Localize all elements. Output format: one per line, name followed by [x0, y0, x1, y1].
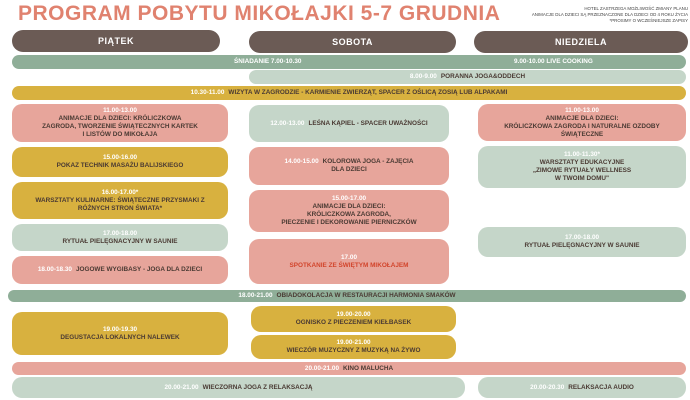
day-header-saturday: SOBOTA	[249, 31, 456, 53]
saturday-music-evening	[251, 335, 456, 359]
event-label: WIECZORNA JOGA Z RELAKSACJĄ	[202, 383, 313, 391]
event-label: WIECZÓR MUZYCZNY Z MUZYKĄ NA ŻYWO	[286, 347, 421, 354]
saturday-forest-bath	[249, 105, 449, 142]
event-time: 18.00-21.00	[238, 292, 273, 299]
event-line: ANIMACJE DLA DZIECI:	[545, 114, 619, 122]
event-label: DEGUSTACJA LOKALNYCH NALEWEK	[60, 333, 180, 341]
breakfast-bar	[12, 55, 686, 69]
friday-liqueur-tasting	[12, 312, 228, 355]
morning-yoga-bar	[249, 70, 686, 84]
event-line: KRÓLICZKOWA ZAGRODA I NATURALNE OZDOBY	[504, 122, 660, 130]
event-time: 17.00	[341, 253, 357, 261]
event-line: KOLOROWA JOGA - ZAJĘCIA	[322, 158, 414, 165]
event-time: 8.00-9.00	[409, 73, 437, 80]
event-label: POKAZ TECHNIK MASAŻU BALIJSKIEGO	[56, 162, 184, 169]
event-line: KRÓLICZKOWA ZAGRODA,	[307, 211, 391, 218]
event-label: JOGOWE WYGIBASY - JOGA DLA DZIECI	[75, 266, 203, 273]
friday-massage-show	[12, 147, 228, 177]
friday-sauna-ritual	[12, 224, 228, 251]
friday-kids-animation	[12, 104, 228, 142]
event-label: WIZYTA W ZAGRODZIE - KARMIENIE ZWIERZĄT, SPACER Z OŚLICĄ ZOSIĄ LUB ALPAKAMI	[228, 89, 508, 96]
friday-cooking-workshop	[12, 182, 228, 219]
audio-relaxation-bar	[478, 377, 686, 398]
saturday-bonfire	[251, 306, 456, 332]
event-time: 11.00-13.00	[103, 107, 137, 114]
event-time: 19.00-21.00	[336, 339, 371, 346]
dinner-bar	[8, 290, 686, 302]
event-line: WARSZTATY KULINARNE: ŚWIĄTECZNE PRZYSMAKI Z	[35, 196, 205, 204]
event-time: 15.00-17.00	[331, 195, 367, 202]
event-line: ŚWIĄTECZNE	[560, 130, 604, 138]
event-time: 20.00-21.00	[304, 364, 340, 372]
sunday-wellness-workshop	[478, 146, 686, 188]
event-label: PORANNA JOGA&ODDECH	[440, 73, 526, 80]
event-label: OBIADOKOLACJA W RESTAURACJI HARMONIA SMAKÓW	[276, 292, 456, 299]
event-label: SPOTKANIE ZE ŚWIĘTYM MIKOŁAJEM	[289, 261, 409, 269]
event-label: RYTUAŁ PIELĘGNACYJNY W SAUNIE	[524, 242, 640, 249]
day-header-sunday: NIEDZIELA	[474, 31, 688, 53]
note-line: ANIMACJE DLA DZIECI SĄ PRZEZNACZONE DLA DZIECI OD 4 ROKU ŻYCIA	[531, 12, 688, 17]
event-label: KINO MALUCHA	[343, 364, 394, 372]
saturday-santa-meeting	[249, 239, 449, 284]
farm-visit-bar	[12, 86, 686, 100]
event-time: 11.00-13.00	[565, 106, 599, 114]
event-line: RÓŻNYCH STRON ŚWIATA*	[77, 204, 163, 212]
event-label: RYTUAŁ PIELĘGNACYJNY W SAUNIE	[62, 237, 178, 245]
note-line: *PROSIMY O WCZEŚNIEJSZE ZAPISY	[609, 18, 688, 23]
breakfast-time: ŚNIADANIE 7.00-10.30	[234, 58, 302, 65]
event-line: ZAGRODA, TWORZENIE ŚWIĄTECZNYCH KARTEK	[42, 123, 198, 130]
event-line: WARSZTATY EDUKACYJNE	[539, 159, 625, 166]
event-time: 17.00-18.00	[102, 229, 138, 237]
event-line: PIECZENIE I DEKOROWANIE PIERNICZKÓW	[281, 219, 417, 226]
header-notes	[488, 6, 688, 24]
note-line: HOTEL ZASTRZEGA MOŻLIWOŚĆ ZMIANY PLANU	[584, 6, 688, 11]
sunday-sauna-ritual	[478, 227, 686, 257]
event-time: 20.00-21.00	[164, 383, 199, 391]
page-title: PROGRAM POBYTU MIKOŁAJKI 5-7 GRUDNIA	[18, 2, 501, 25]
event-line: W TWOIM DOMU"	[554, 175, 610, 182]
event-line: I LISTÓW DO MIKOŁAJA	[82, 131, 158, 138]
event-time: 19.00-19.30	[102, 325, 138, 333]
event-line: „ZIMOWE RYTUAŁY WELLNESS	[532, 167, 632, 174]
saturday-kids-animation	[249, 190, 449, 232]
event-time: 10.30-11.00	[190, 89, 225, 96]
event-time: 15.00-16.00	[102, 154, 138, 161]
event-time: 14.00-15.00	[284, 158, 319, 165]
event-time: 19.00-20.00	[336, 311, 371, 318]
saturday-kids-yoga	[249, 147, 449, 185]
event-time: 17.00-18.00	[564, 234, 600, 241]
event-label: OGNISKO Z PIECZENIEM KIEŁBASEK	[295, 319, 412, 326]
event-time: 20.00-20.30	[530, 383, 565, 391]
event-time: 11.00-11.30*	[564, 151, 600, 158]
kids-cinema-bar	[12, 362, 686, 375]
live-cooking-label: 9.00-10.00 LIVE COOKING	[514, 58, 593, 65]
event-label: RELAKSACJA AUDIO	[568, 383, 634, 391]
sunday-kids-animation	[478, 104, 686, 141]
day-header-friday: PIĄTEK	[12, 30, 220, 52]
event-label: LEŚNA KĄPIEL - SPACER UWAŻNOŚCI	[308, 119, 428, 127]
event-time: 12.00-13.00	[270, 119, 305, 127]
friday-kids-yoga	[12, 256, 228, 284]
event-time: 16.00-17.00*	[101, 188, 139, 196]
evening-yoga-bar	[12, 377, 465, 398]
event-time: 18.00-18.30	[37, 266, 72, 273]
event-line: DLA DZIECI	[331, 166, 367, 173]
event-line: ANIMACJE DLA DZIECI:	[312, 203, 386, 210]
event-line: ANIMACJE DLA DZIECI: KRÓLICZKOWA	[58, 115, 182, 122]
